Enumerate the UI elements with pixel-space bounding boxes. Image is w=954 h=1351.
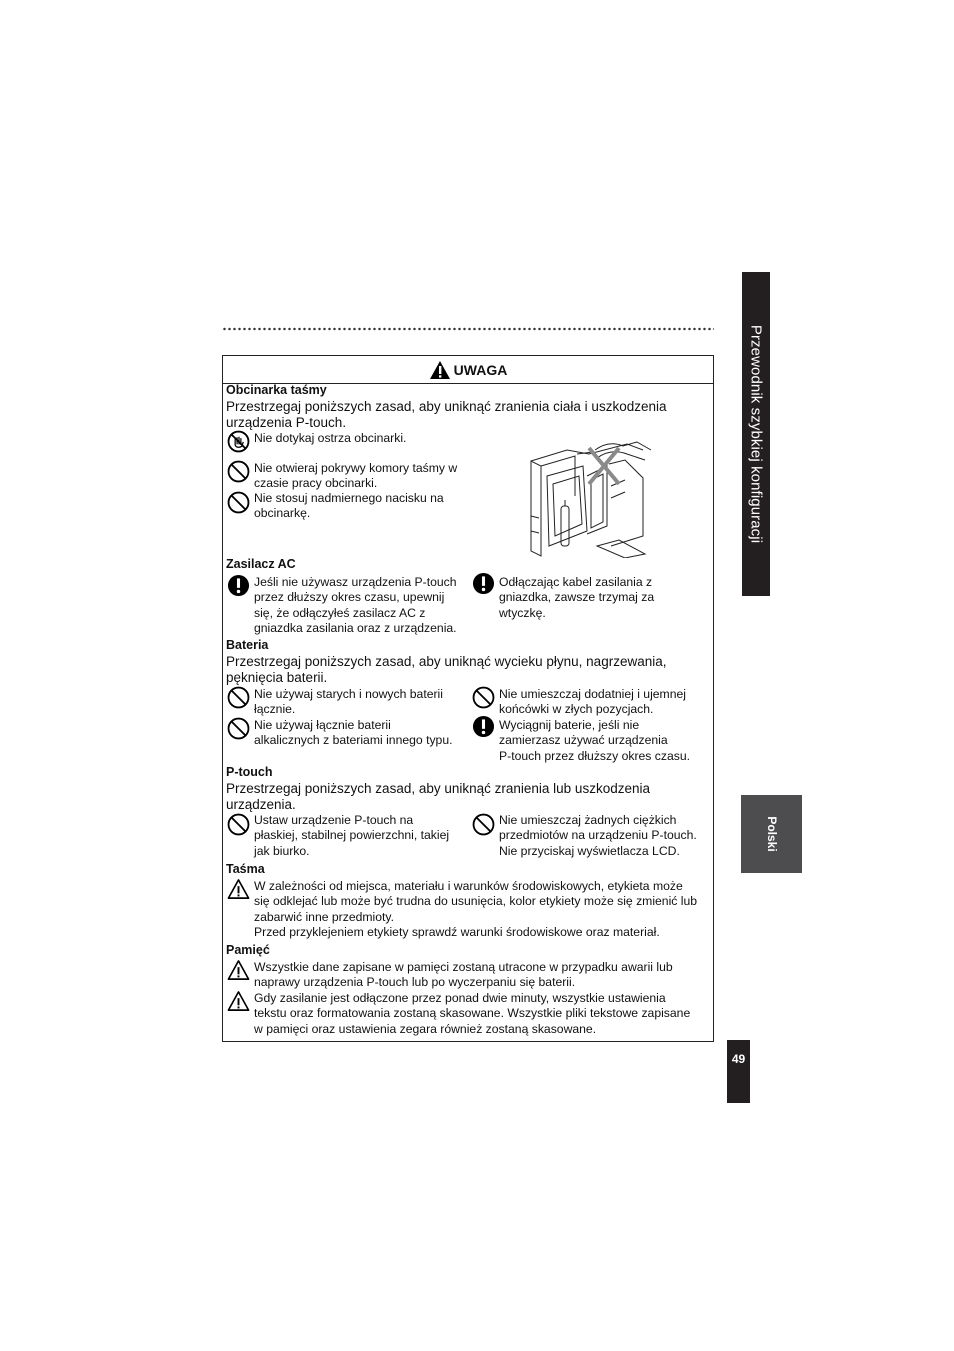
cutter-illustration xyxy=(527,436,653,558)
no-touch-icon xyxy=(227,430,250,453)
battery-intro: Przestrzegaj poniższych zasad, aby uniknąć wycieku płynu, nagrzewania, pęknięcia baterii. xyxy=(226,654,667,685)
mandatory-action-icon xyxy=(472,715,495,738)
battery-right-2: Wyciągnij baterie, jeśli nie zamierzasz używać urządzenia P-touch przez dłuższy okres czasu. xyxy=(499,718,691,763)
caution-box xyxy=(222,355,714,1042)
language-tab-label: Polski xyxy=(764,816,779,852)
caution-header xyxy=(223,356,713,384)
mandatory-action-icon xyxy=(227,574,250,597)
tape-heading: Taśma xyxy=(226,862,265,876)
mandatory-action-icon xyxy=(472,572,495,595)
language-tab xyxy=(741,795,802,873)
prohibited-icon xyxy=(227,686,250,709)
caution-title: UWAGA xyxy=(453,361,508,378)
prohibited-icon xyxy=(227,717,250,740)
cutter-item-1: Nie dotykaj ostrza obcinarki. xyxy=(254,431,407,445)
section-side-tab xyxy=(742,272,770,596)
prohibited-icon xyxy=(227,491,250,514)
battery-right-1: Nie umieszczaj dodatniej i ujemnej końcówki w złych pozycjach. xyxy=(499,687,686,717)
memory-item-1: Wszystkie dane zapisane w pamięci zostaną utracone w przypadku awarii lub naprawy urządzenia P-touch lub po wyczerpaniu się baterii. xyxy=(254,960,673,990)
caution-triangle-icon xyxy=(227,959,250,982)
cutter-item-3: Nie stosuj nadmiernego nacisku na obcinarkę. xyxy=(254,491,444,521)
memory-item-2: Gdy zasilanie jest odłączone przez ponad dwie minuty, wszystkie ustawienia tekstu oraz formatowania zostaną skasowane. Wszystkie pliki tekstowe zapisane w pamięci oraz ustawienia zegara również zostaną skasowane. xyxy=(254,991,691,1036)
cutter-heading: Obcinarka taśmy xyxy=(226,383,327,397)
prohibited-icon xyxy=(227,813,250,836)
page-number: 49 xyxy=(731,1052,746,1066)
dotted-separator xyxy=(222,326,714,332)
cutter-intro: Przestrzegaj poniższych zasad, aby uniknąć zranienia ciała i uszkodzenia urządzenia P-touch. xyxy=(226,399,667,430)
ptouch-right-text: Nie umieszczaj żadnych ciężkich przedmiotów na urządzeniu P-touch. Nie przyciskaj wyświetlacza LCD. xyxy=(499,813,697,858)
adapter-right-text: Odłączając kabel zasilania z gniazdka, zawsze trzymaj za wtyczkę. xyxy=(499,575,655,620)
tape-text: W zależności od miejsca, materiału i warunków środowiskowych, etykieta może się odklejać lub może być trudna do usunięcia, kolor etykiety może się zmienić lub zabarwić inne przedmioty. Przed przyklejeniem etykiety sprawdź warunki środowiskowe oraz materiał. xyxy=(254,879,698,940)
memory-heading: Pamięć xyxy=(226,943,270,957)
battery-left-2: Nie używaj łącznie baterii alkalicznych z bateriami innego typu. xyxy=(254,718,453,748)
ptouch-left-text: Ustaw urządzenie P-touch na płaskiej, stabilnej powierzchni, takiej jak biurko. xyxy=(254,813,450,858)
battery-left-1: Nie używaj starych i nowych baterii łącznie. xyxy=(254,687,443,717)
caution-triangle-icon xyxy=(227,878,250,901)
prohibited-icon xyxy=(227,460,250,483)
cutter-item-2: Nie otwieraj pokrywy komory taśmy w czasie pracy obcinarki. xyxy=(254,461,458,491)
adapter-heading: Zasilacz AC xyxy=(226,557,296,571)
page-number-tab xyxy=(727,1040,750,1103)
section-side-tab-label: Przewodnik szybkiej konfiguracji xyxy=(747,324,765,544)
warning-triangle-icon xyxy=(429,360,451,380)
caution-triangle-icon xyxy=(227,990,250,1013)
adapter-left-text: Jeśli nie używasz urządzenia P-touch przez dłuższy okres czasu, upewnij się, że odłączyłeś zasilacz AC z gniazdka zasilania oraz z urządzenia. xyxy=(254,575,457,636)
ptouch-heading: P-touch xyxy=(226,765,273,779)
prohibited-icon xyxy=(472,813,495,836)
battery-heading: Bateria xyxy=(226,638,269,652)
prohibited-icon xyxy=(472,686,495,709)
ptouch-intro: Przestrzegaj poniższych zasad, aby uniknąć zranienia lub uszkodzenia urządzenia. xyxy=(226,781,650,812)
